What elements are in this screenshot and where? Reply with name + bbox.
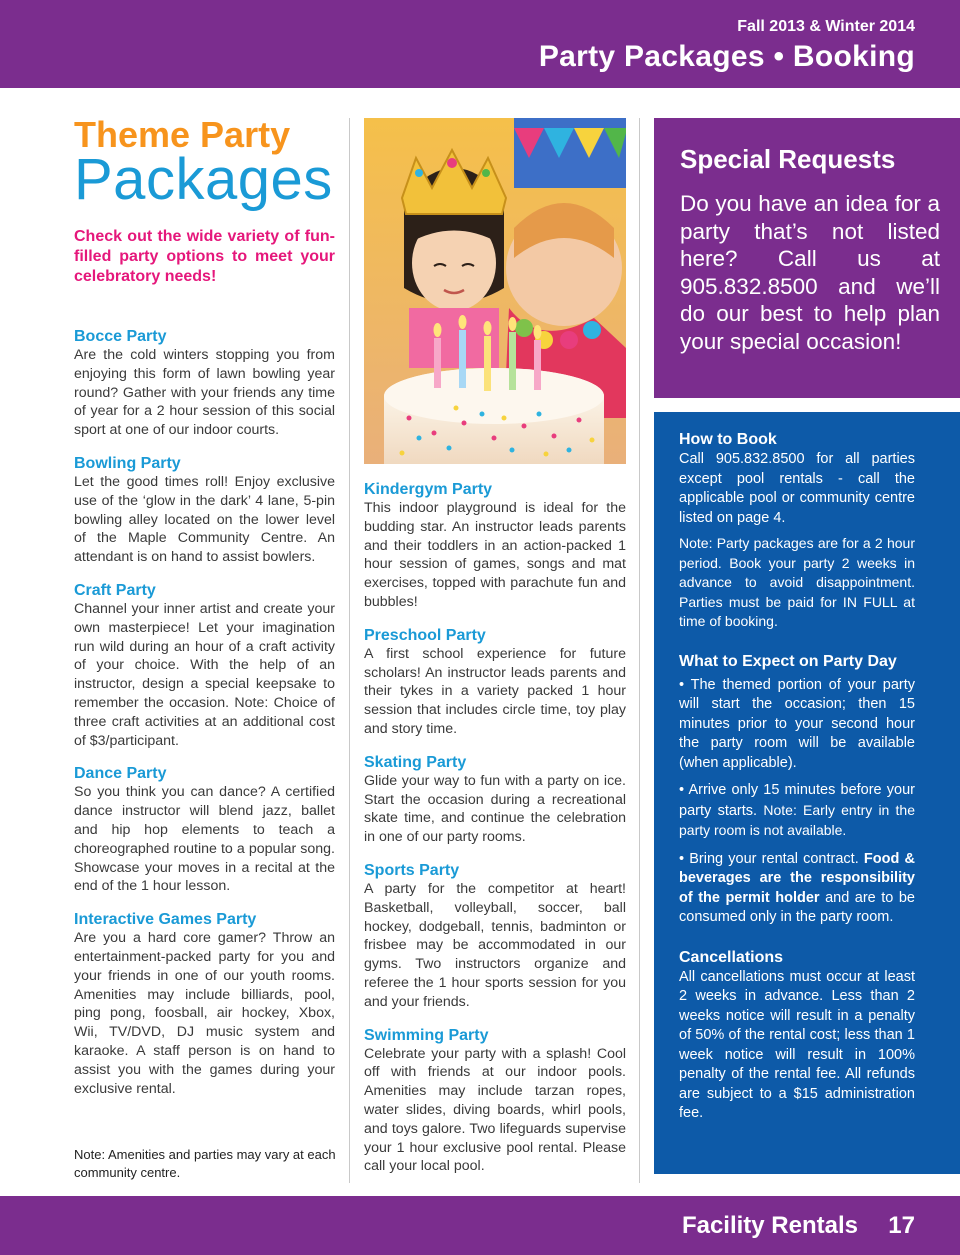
expect-bullet-3-end: and are to be consumed only in the party room. xyxy=(679,889,915,925)
party-title: Swimming Party xyxy=(364,1026,489,1044)
party-skating xyxy=(364,753,626,847)
expect-bullet-2 xyxy=(679,781,915,842)
page-number: 17 xyxy=(888,1212,915,1239)
party-desc: A first school experience for future scholars! An instructor leads parents and their tykes in a variety packed 1 hour session that includes circle time, toy play and story time. xyxy=(364,645,626,737)
party-kindergym xyxy=(364,480,626,612)
party-title: Skating Party xyxy=(364,753,467,771)
birthday-photo-illustration xyxy=(364,118,626,464)
party-desc: A party for the competitor at heart! Basketball, volleyball, soccer, ball hockey, dodgeball, tennis, badminton or frisbee may be accommodated in our gyms. Two instructors organize and referee the 1 hour sports session for you and your friends. xyxy=(364,880,626,1010)
cancellations-text: All cancellations must occur at least 2 weeks in advance. Less than 2 weeks notice will result in a penalty of 50% of the rental cost; less than 1 week notice will result in 100% penalty of the rental fee. All refunds are subject to a $15 administration fee. xyxy=(679,968,915,1121)
party-swimming xyxy=(364,1026,626,1177)
theme-title-line1: Theme Party xyxy=(74,114,291,155)
special-requests-title: Special Requests xyxy=(680,144,896,174)
party-interactive-games xyxy=(74,910,335,1098)
party-desc: Let the good times roll! Enjoy exclusive use of the ‘glow in the dark’ 4 lane, 5-pin bowling alley located on the lower level of the Maple Community Centre. An attendant is on hand to assist bowlers. xyxy=(74,473,335,566)
column-divider xyxy=(349,118,350,1183)
expect-bullet-2-text: • Arrive only 15 minutes before your party starts. xyxy=(679,782,915,819)
season-label: Fall 2013 & Winter 2014 xyxy=(737,18,915,35)
how-to-book xyxy=(679,430,915,632)
party-title: Bowling Party xyxy=(74,454,181,472)
party-title: Kindergym Party xyxy=(364,481,493,498)
special-requests-text: Do you have an idea for a party that’s not listed here? Call us at 905.832.8500 and we’ll do our best to help plan your special occasion! xyxy=(680,191,940,354)
party-desc: Glide your way to fun with a party on ice. Start the occasion during a recreational skate time, and continue the celebration in one of our party rooms. xyxy=(364,772,626,846)
cancellations xyxy=(679,948,915,1124)
expect-bullet-3-text: • Bring your rental contract. xyxy=(679,850,864,867)
how-to-book-note: Note: Party packages are for a 2 hour period. Book your party 2 weeks in advance to avoid disappointment. Parties must be paid for IN FULL at time of booking. xyxy=(679,535,915,629)
theme-title-line2: Packages xyxy=(74,147,333,212)
what-to-expect xyxy=(679,652,915,928)
party-bowling xyxy=(74,454,335,567)
party-desc: Celebrate your party with a splash! Cool off with friends at our indoor pools. Amenities may include tarzan ropes, water slides, diving boards, whirl pools, and toys galore. Two lifeguards supervise your 1 hour exclusive pool rental. Please call your local pool. xyxy=(364,1045,626,1175)
how-to-book-title: How to Book xyxy=(679,431,777,448)
expect-bullet-2-note: Note: Early entry in the party room is not available. xyxy=(679,801,915,838)
page-footer xyxy=(0,1196,960,1255)
amenities-note: Note: Amenities and parties may vary at each community centre. xyxy=(74,1147,336,1180)
page-header xyxy=(0,0,960,88)
footer-section: Facility Rentals xyxy=(681,1212,858,1239)
party-title: Dance Party xyxy=(74,765,167,783)
birthday-photo xyxy=(364,118,626,464)
party-preschool xyxy=(364,626,626,739)
party-desc: Channel your inner artist and create your own masterpiece! Let your imagination run wild during an hour of a craft activity of your choice. With the help of an instructor, design a special keepsake to remember the occasion. Note: Choice of three craft activities at an additional cost of $3/participant. xyxy=(74,600,335,749)
party-desc: This indoor playground is ideal for the budding star. An instructor leads parents and their toddlers in an action-packed 1 hour session of games, songs and mat exercises, topped with parachute fun and bubbles! xyxy=(364,500,626,610)
party-title: Bocce Party xyxy=(74,328,167,345)
party-desc: So you think you can dance? A certified dance instructor will blend jazz, ballet and hip hop elements to teach a choreographed routine to a popular song. Showcase your moves in a recital at the end of the 1 hour lesson. xyxy=(74,784,335,895)
party-craft xyxy=(74,581,335,750)
packages-column-2 xyxy=(364,480,626,1190)
party-title: Preschool Party xyxy=(364,626,486,644)
party-title: Sports Party xyxy=(364,861,460,879)
party-sports xyxy=(364,861,626,1012)
how-to-book-text: Call 905.832.8500 for all parties except pool rentals - call the applicable pool or community centre listed on page 4. xyxy=(679,451,915,526)
column-divider xyxy=(639,118,640,1183)
special-requests-panel xyxy=(654,118,960,398)
theme-column xyxy=(74,115,335,1112)
expect-bullet-1: • The themed portion of your party will start the occasion; then 15 minutes prior to your second hour the party room will be available (when applicable). xyxy=(679,676,915,771)
expect-bullet-3 xyxy=(679,850,915,928)
party-dance xyxy=(74,764,335,896)
party-title: Craft Party xyxy=(74,581,156,599)
what-to-expect-title: What to Expect on Party Day xyxy=(679,652,897,670)
party-desc: Are you a hard core gamer? Throw an entertainment-packed party for you and your friends in one of our youth rooms. Amenities may include billiards, pool, ping pong, foosball, air hockey, Xbox, Wii, TV/DVD, DJ music system and karaoke. A staff person is on hand to assist you with the games during your exclusive rental. xyxy=(74,930,335,1097)
party-bocce xyxy=(74,327,335,440)
theme-intro: Check out the wide variety of fun-filled party options to meet your celebratory needs! xyxy=(74,228,335,285)
party-desc: Are the cold winters stopping you from enjoying this form of lawn bowling year round? Gather with your friends any time of year for a 2 hour session of this social sport at one of our indoor courts. xyxy=(74,347,335,439)
party-title: Interactive Games Party xyxy=(74,911,257,929)
header-title: Party Packages • Booking xyxy=(538,40,915,73)
booking-info-panel xyxy=(654,412,960,1174)
expect-bullet-3-bold: Food & beverages are the responsibility of the permit holder xyxy=(679,850,916,906)
cancellations-title: Cancellations xyxy=(679,948,784,966)
